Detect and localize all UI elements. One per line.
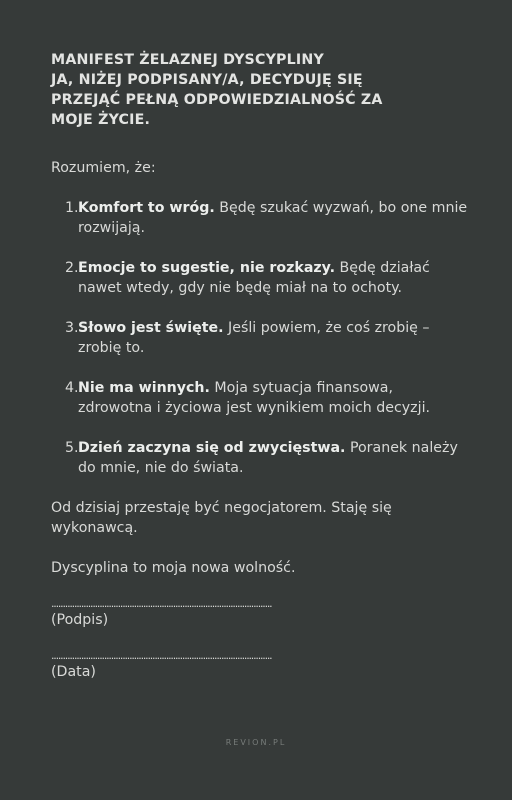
list-item-number: 5. — [65, 440, 79, 456]
manifest-title — [51, 50, 468, 130]
list-item — [51, 438, 468, 478]
list-item-heading: Dzień zaczyna się od zwycięstwa. — [78, 440, 346, 456]
list-item-number: 1. — [65, 200, 79, 216]
list-item-number: 4. — [65, 380, 79, 396]
list-item-number: 3. — [65, 320, 79, 336]
principles-list — [51, 198, 468, 478]
signature-block — [51, 598, 468, 630]
closing-statement: Dyscyplina to moja nowa wolność. — [51, 560, 296, 576]
date-label: (Data) — [51, 664, 96, 680]
list-item-text: Będę działać nawet wtedy, gdy nie będę miał na to ochoty. — [78, 260, 430, 296]
footer-brand: REVION.PL — [225, 738, 287, 747]
list-item-text: Będę szukać wyzwań, bo one mnie rozwijają. — [78, 200, 468, 236]
date-line: ................................................................................................ — [51, 650, 272, 662]
list-item — [51, 378, 468, 418]
list-item-heading: Nie ma winnych. — [78, 380, 210, 396]
title-line-2: JA, NIŻEJ PODPISANY/A, DECYDUJĘ SIĘ — [51, 72, 363, 88]
list-item-heading: Komfort to wróg. — [78, 200, 215, 216]
date-block — [51, 650, 468, 682]
intro-text: Rozumiem, że: — [51, 160, 156, 176]
list-item — [51, 318, 468, 358]
title-line-1: MANIFEST ŻELAZNEJ DYSCYPLINY — [51, 52, 324, 68]
list-item-number: 2. — [65, 260, 79, 276]
signature-label: (Podpis) — [51, 612, 109, 628]
signature-line: ................................................................................................ — [51, 598, 272, 610]
list-item-text: Moja sytuacja finansowa, zdrowotna i życiowa jest wynikiem moich decyzji. — [78, 380, 431, 416]
list-item-heading: Słowo jest święte. — [78, 320, 224, 336]
list-item-text: Poranek należy do mnie, nie do świata. — [78, 440, 458, 476]
list-item — [51, 198, 468, 238]
list-item — [51, 258, 468, 298]
list-item-heading: Emocje to sugestie, nie rozkazy. — [78, 260, 336, 276]
closing-paragraph: Od dzisiaj przestaję być negocjatorem. Staję się wykonawcą. — [51, 500, 392, 536]
list-item-text: Jeśli powiem, że coś zrobię – zrobię to. — [78, 320, 430, 356]
title-line-3: PRZEJĄĆ PEŁNĄ ODPOWIEDZIALNOŚĆ ZA — [51, 92, 383, 108]
title-line-4: MOJE ŻYCIE. — [51, 112, 151, 128]
